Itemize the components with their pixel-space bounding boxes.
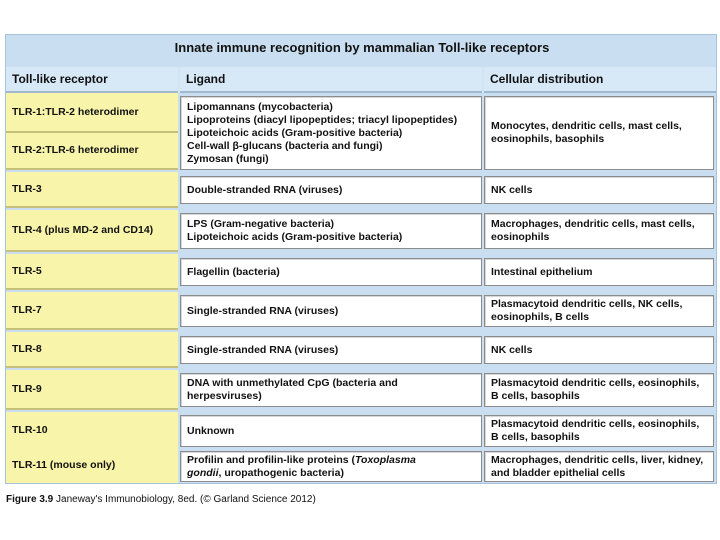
distribution-line: Macrophages, dendritic cells, liver, kidney, [491,453,704,466]
distribution-cell [484,336,714,364]
ligand-line: Lipomannans (mycobacteria) [187,100,333,113]
receptor-cell: TLR-1:TLR-2 heterodimer [6,93,178,133]
ligand-line: Flagellin (bacteria) [187,265,280,278]
table-row [6,332,716,368]
ligand-line: Single-stranded RNA (viruses) [187,343,339,356]
distribution-cell [484,373,714,407]
distribution-cell [484,96,714,170]
distribution-cell [484,295,714,327]
figure-table [5,34,717,484]
receptor-cell: TLR-2:TLR-6 heterodimer [6,133,178,170]
ligand-line: Cell-wall β-glucans (bacteria and fungi) [187,139,383,152]
receptor-cell: TLR-4 (plus MD-2 and CD14) [6,210,178,252]
distribution-line: Plasmacytoid dendritic cells, eosinophils, [491,377,700,389]
ligand-line: Single-stranded RNA (viruses) [187,304,339,317]
table-row [6,254,716,290]
receptor-cell: TLR-3 [6,172,178,208]
ligand-line: LPS (Gram-negative bacteria) [187,218,335,230]
distribution-line: Monocytes, dendritic cells, mast cells, [491,120,682,132]
ligand-cell [180,373,482,407]
header-distribution: Cellular distribution [484,67,716,93]
distribution-line: NK cells [491,183,533,196]
table-row [6,292,716,330]
ligand-cell [180,258,482,286]
distribution-line: eosinophils, basophils [491,133,605,145]
receptor-cell: TLR-11 (mouse only) [6,448,178,483]
distribution-line: B cells, basophils [491,431,580,443]
header-row [6,67,716,93]
table-row [6,448,716,483]
distribution-line: Intestinal epithelium [491,265,593,278]
table-row [6,370,716,410]
table-title: Innate immune recognition by mammalian Toll-like receptors [174,40,550,55]
caption-label: Figure 3.9 [6,494,54,505]
receptor-cell: TLR-8 [6,332,178,368]
header-ligand: Ligand [180,67,482,93]
distribution-line: eosinophils [491,231,550,243]
ligand-line: Lipoteichoic acids (Gram-positive bacteria) [187,231,403,243]
distribution-cell [484,451,714,482]
ligand-line: Zymosan (fungi) [187,152,269,165]
ligand-cell [180,96,482,170]
receptor-cell: TLR-10 [6,412,178,450]
distribution-line: Macrophages, dendritic cells, mast cells, [491,218,695,230]
distribution-cell [484,415,714,447]
distribution-line: Plasmacytoid dendritic cells, eosinophils, [491,418,700,430]
receptor-cell: TLR-7 [6,292,178,330]
figure-caption [6,494,316,505]
header-receptor: Toll-like receptor [6,67,178,93]
ligand-line: DNA with unmethylated CpG (bacteria and [187,377,398,389]
caption-text: Janeway's Immunobiology, 8ed. (© Garland Science 2012) [53,494,316,505]
distribution-line: and bladder epithelial cells [491,466,626,479]
ligand-line: herpesviruses) [187,390,262,402]
distribution-line: eosinophils, B cells [491,311,590,323]
distribution-line: NK cells [491,343,533,356]
ligand-cell [180,451,482,482]
ligand-line: Double-stranded RNA (viruses) [187,183,343,196]
ligand-line: Profilin and profilin-like proteins (Toxoplasma [187,453,416,466]
ligand-cell [180,295,482,327]
ligand-line: Unknown [187,424,235,437]
receptor-cell: TLR-9 [6,370,178,410]
distribution-cell [484,258,714,286]
distribution-line: B cells, basophils [491,390,580,402]
distribution-cell [484,176,714,204]
receptor-cell: TLR-5 [6,254,178,290]
table-row [6,172,716,208]
ligand-cell [180,213,482,249]
distribution-cell [484,213,714,249]
table-row [6,210,716,252]
ligand-line: Lipoproteins (diacyl lipopeptides; triacyl lipopeptides) [187,113,458,126]
ligand-cell [180,336,482,364]
table-row [6,412,716,450]
ligand-cell [180,415,482,447]
ligand-cell [180,176,482,204]
ligand-line: gondii, uropathogenic bacteria) [187,466,344,479]
distribution-line: Plasmacytoid dendritic cells, NK cells, [491,298,683,310]
ligand-line: Lipoteichoic acids (Gram-positive bacteria) [187,126,403,139]
